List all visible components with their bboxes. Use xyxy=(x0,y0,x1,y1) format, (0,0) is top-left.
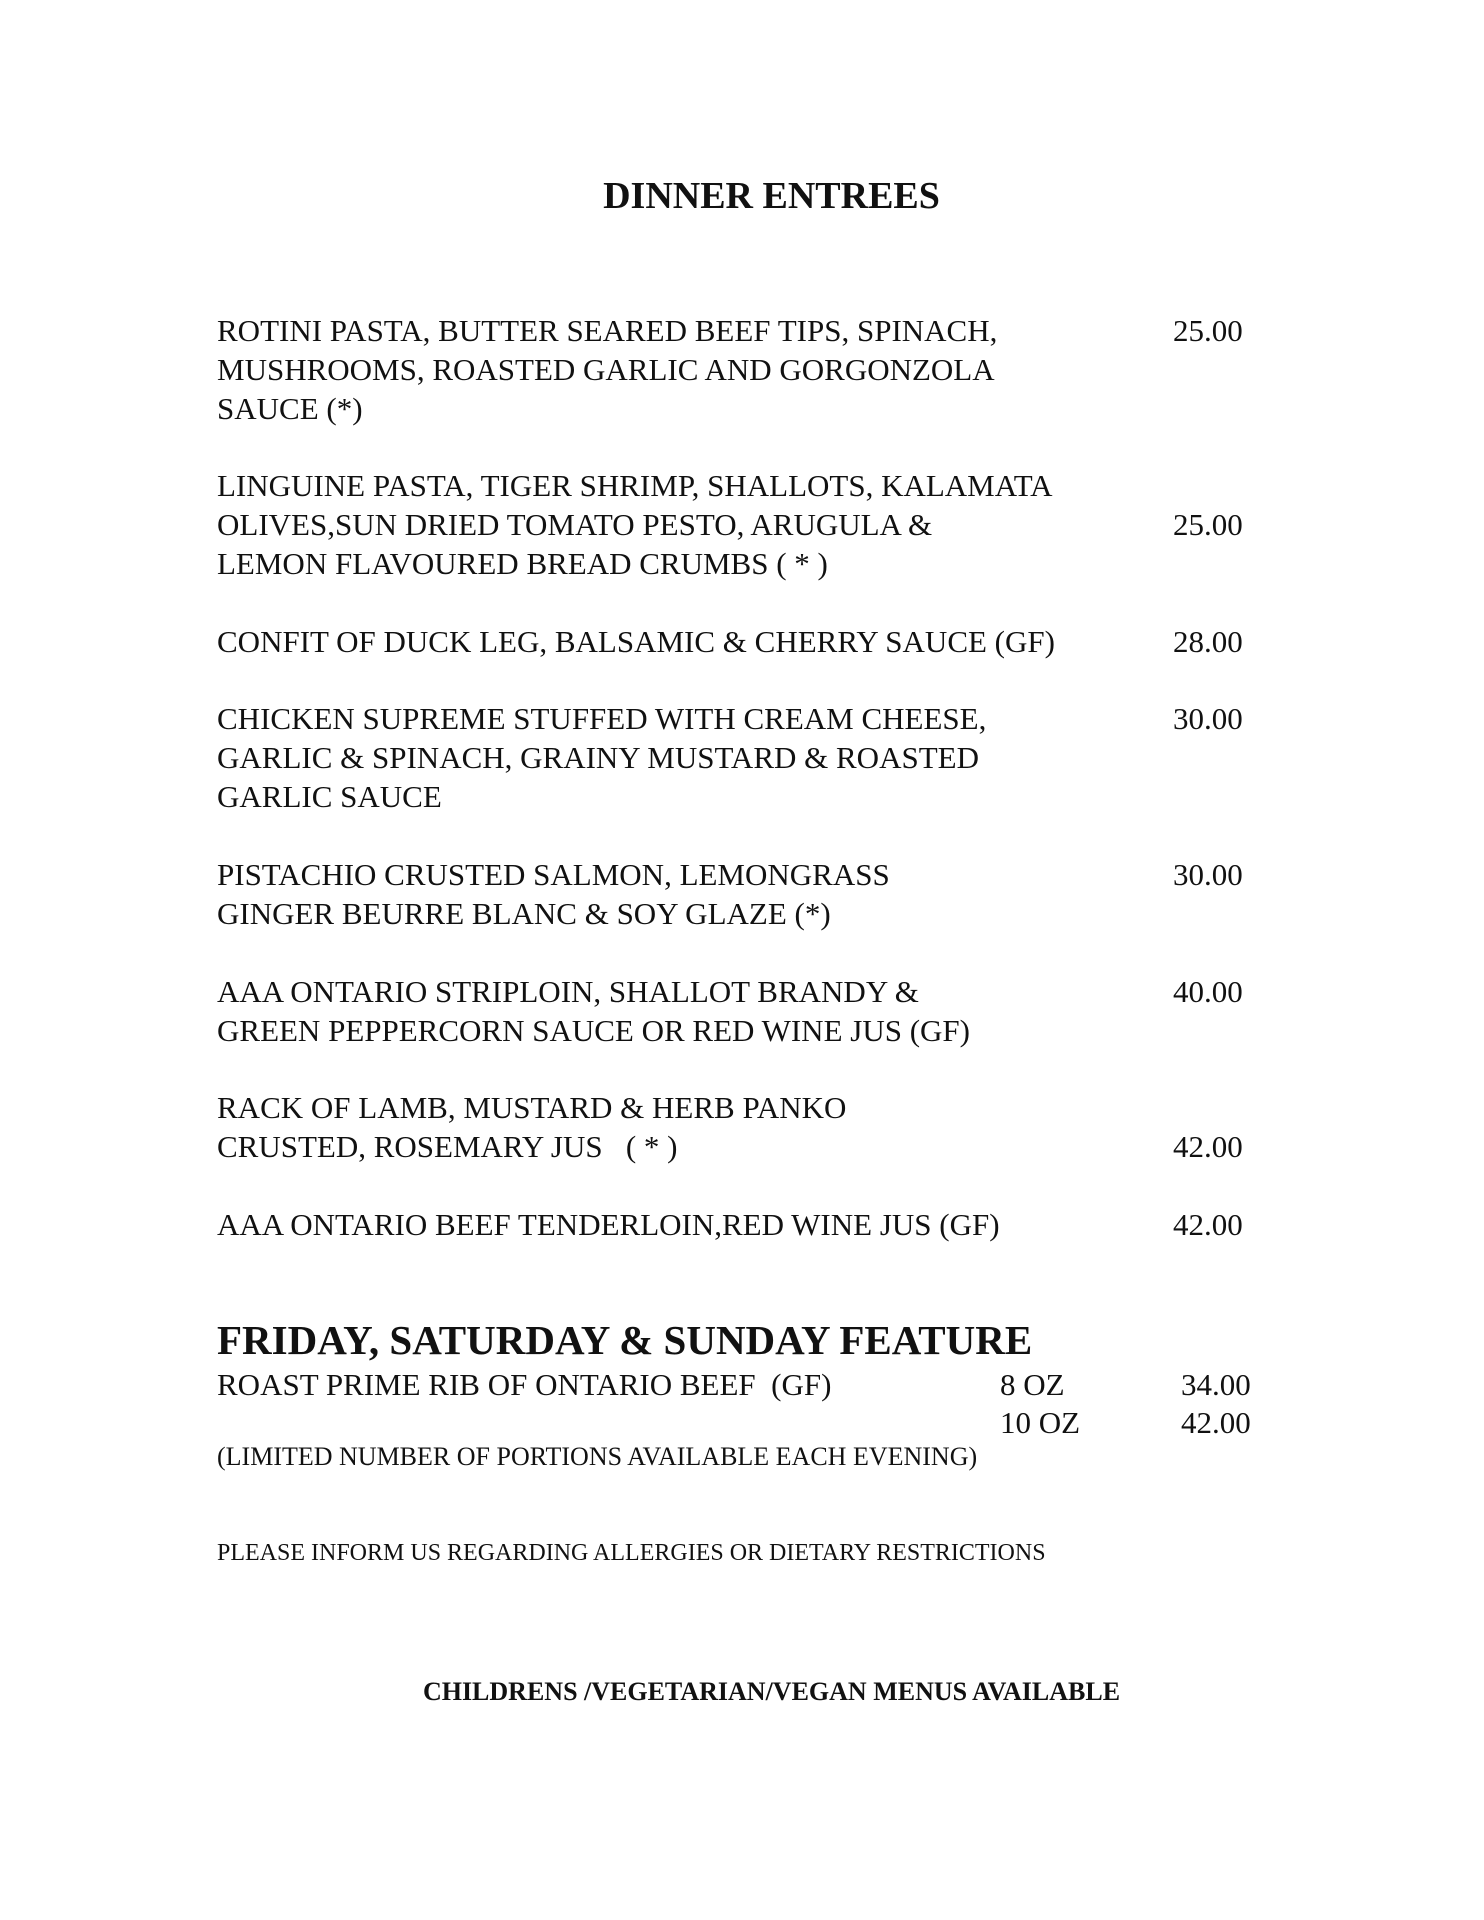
feature-size: 10 OZ xyxy=(1000,1405,1081,1440)
feature-size: 8 OZ xyxy=(1000,1367,1065,1402)
entree-price: 25.00 xyxy=(1173,313,1243,348)
entree-description xyxy=(217,1205,1157,1244)
entree-description xyxy=(217,622,1157,661)
feature-heading: FRIDAY, SATURDAY & SUNDAY FEATURE xyxy=(217,1317,1033,1363)
entree-description-line: SAUCE (*) xyxy=(217,391,363,426)
entree-description xyxy=(217,466,1157,583)
entree-price: 25.00 xyxy=(1173,507,1243,542)
entree-description-line: LINGUINE PASTA, TIGER SHRIMP, SHALLOTS, KALAMATA xyxy=(217,468,1053,503)
entree-description-line: GARLIC & SPINACH, GRAINY MUSTARD & ROASTED xyxy=(217,740,979,775)
entree-description-line: AAA ONTARIO BEEF TENDERLOIN,RED WINE JUS (GF) xyxy=(217,1207,1000,1242)
entree-price: 42.00 xyxy=(1173,1129,1243,1164)
entree-price: 40.00 xyxy=(1173,974,1243,1009)
entree-description-line: ROTINI PASTA, BUTTER SEARED BEEF TIPS, SPINACH, xyxy=(217,313,998,348)
entree-description xyxy=(217,972,1157,1050)
entree-description-line: GARLIC SAUCE xyxy=(217,779,442,814)
special-menus-note: CHILDRENS /VEGETARIAN/VEGAN MENUS AVAILABLE xyxy=(422,1677,1121,1706)
entree-price: 30.00 xyxy=(1173,701,1243,736)
menu-title: DINNER ENTREES xyxy=(603,175,940,217)
entree-description-line: GREEN PEPPERCORN SAUCE OR RED WINE JUS (GF) xyxy=(217,1013,970,1048)
feature-size-price: 42.00 xyxy=(1181,1405,1251,1440)
entree-description-line: MUSHROOMS, ROASTED GARLIC AND GORGONZOLA xyxy=(217,352,995,387)
feature-note: (LIMITED NUMBER OF PORTIONS AVAILABLE EACH EVENING) xyxy=(217,1442,978,1471)
entree-description xyxy=(217,699,1157,816)
entree-price: 30.00 xyxy=(1173,857,1243,892)
entree-description-line: LEMON FLAVOURED BREAD CRUMBS ( * ) xyxy=(217,546,828,581)
entree-price: 28.00 xyxy=(1173,624,1243,659)
entree-description xyxy=(217,855,1157,933)
entree-description xyxy=(217,1088,1157,1166)
entree-description-line: RACK OF LAMB, MUSTARD & HERB PANKO xyxy=(217,1090,847,1125)
entree-description-line: CONFIT OF DUCK LEG, BALSAMIC & CHERRY SAUCE (GF) xyxy=(217,624,1055,659)
feature-size-price: 34.00 xyxy=(1181,1367,1251,1402)
entree-description-line: GINGER BEURRE BLANC & SOY GLAZE (*) xyxy=(217,896,831,931)
entree-price: 42.00 xyxy=(1173,1207,1243,1242)
entree-description-line: AAA ONTARIO STRIPLOIN, SHALLOT BRANDY & xyxy=(217,974,919,1009)
allergy-note: PLEASE INFORM US REGARDING ALLERGIES OR DIETARY RESTRICTIONS xyxy=(217,1540,1046,1566)
entree-description-line: OLIVES,SUN DRIED TOMATO PESTO, ARUGULA & xyxy=(217,507,933,542)
entree-description-line: PISTACHIO CRUSTED SALMON, LEMONGRASS xyxy=(217,857,890,892)
entree-description xyxy=(217,311,1157,428)
entree-description-line: CRUSTED, ROSEMARY JUS ( * ) xyxy=(217,1129,678,1164)
entree-description-line: CHICKEN SUPREME STUFFED WITH CREAM CHEESE, xyxy=(217,701,987,736)
feature-item: ROAST PRIME RIB OF ONTARIO BEEF (GF) xyxy=(217,1367,832,1402)
